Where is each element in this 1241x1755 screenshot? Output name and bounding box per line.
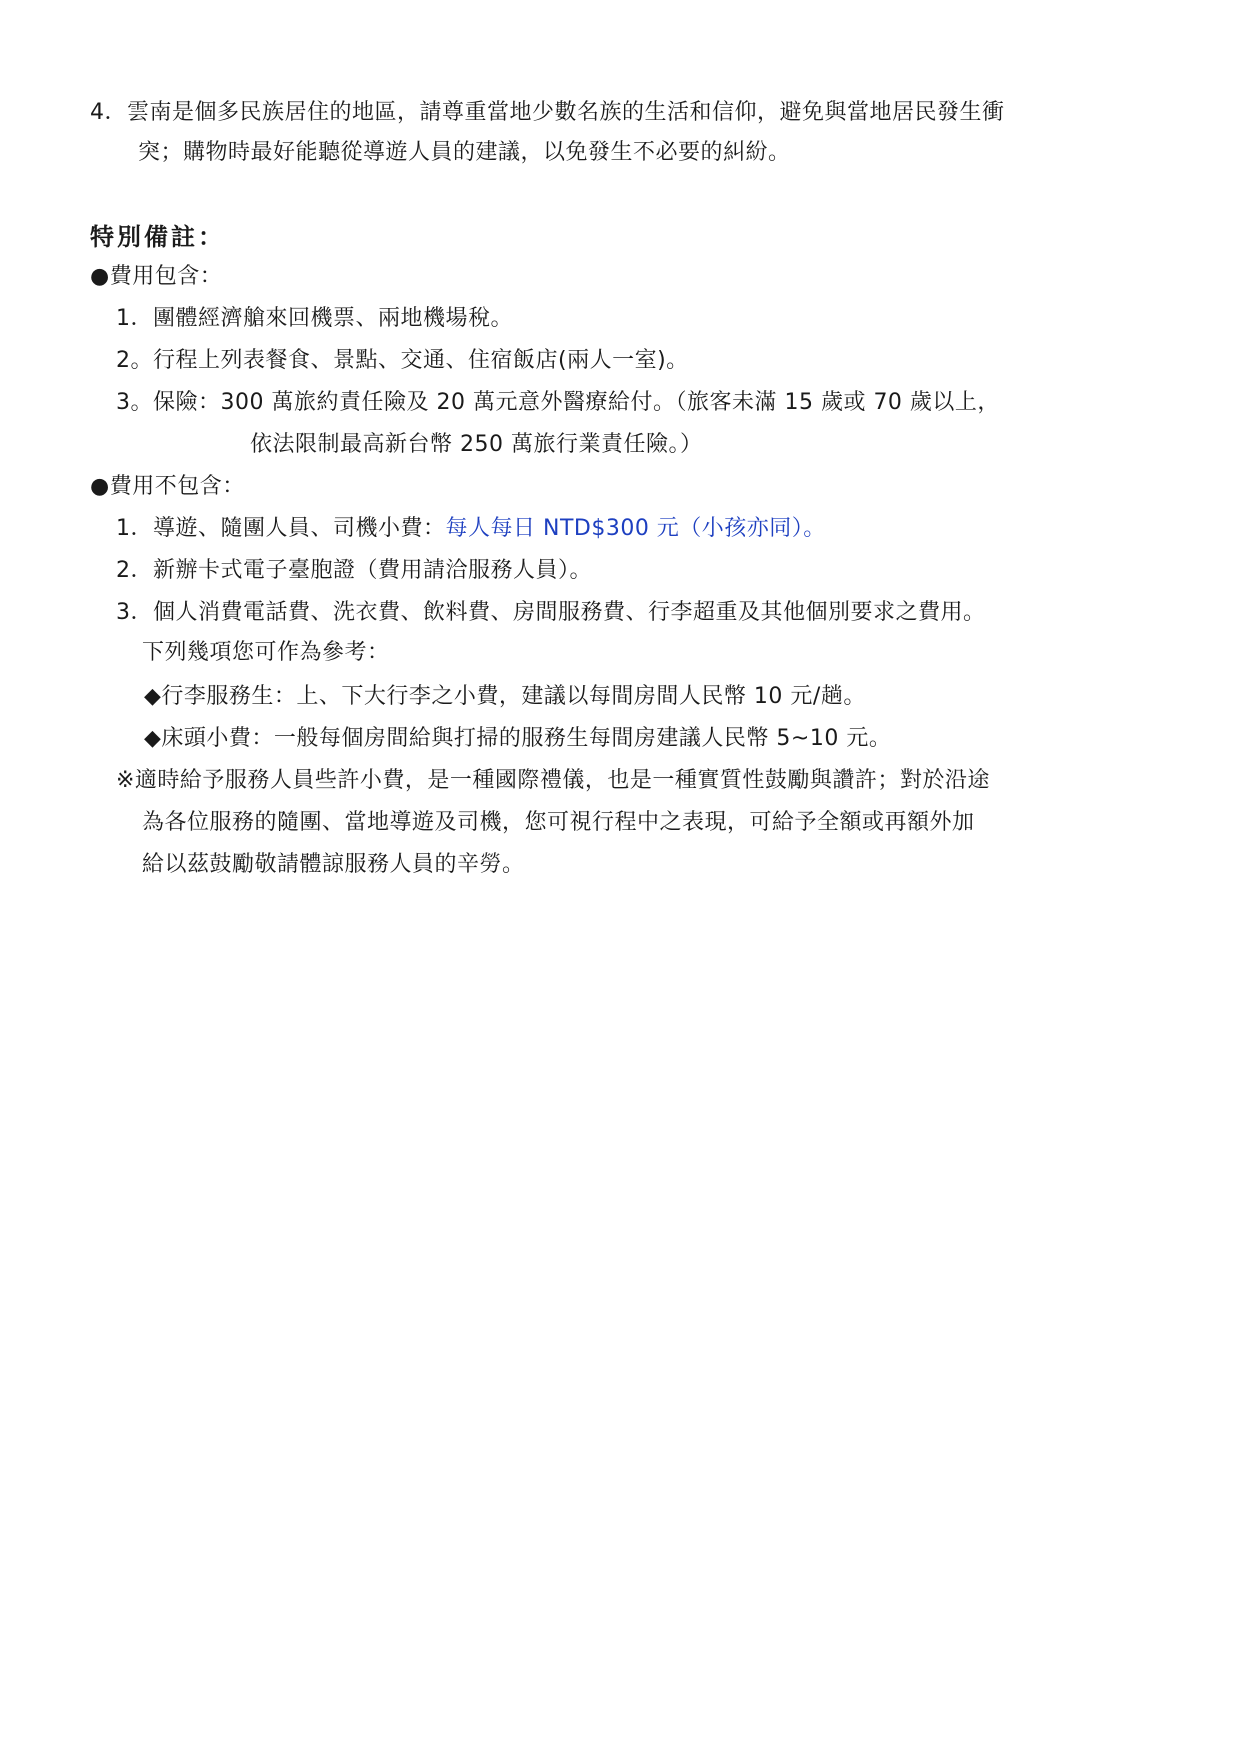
tipping-note-line-3: 給以茲鼓勵敬請體諒服務人員的辛勞。 bbox=[142, 852, 525, 877]
notice-item-4-line-1: 4．雲南是個多民族居住的地區，請尊重當地少數名族的生活和信仰，避免與當地居民發生衝 bbox=[90, 100, 1005, 125]
excluded-item-3-line-2: 下列幾項您可作為參考： bbox=[142, 640, 390, 665]
tip-amount-highlight: 每人每日 NTD$300 元（小孩亦同）。 bbox=[445, 516, 826, 541]
excluded-item-1 bbox=[116, 514, 826, 544]
tip-luggage-porter: ◆行李服務生：上、下大行李之小費，建議以每間房間人民幣 10 元/趟。 bbox=[144, 684, 866, 709]
tipping-note-line-2: 為各位服務的隨團、當地導遊及司機，您可視行程中之表現，可給予全額或再額外加 bbox=[142, 810, 975, 835]
tip-housekeeping: ◆床頭小費：一般每個房間給與打掃的服務生每間房建議人民幣 5~10 元。 bbox=[144, 726, 892, 751]
tipping-note-line-1: ※適時給予服務人員些許小費，是一種國際禮儀，也是一種實質性鼓勵與讚許；對於沿途 bbox=[116, 768, 990, 793]
excluded-item-1-label: 1．導遊、隨團人員、司機小費： bbox=[116, 516, 446, 541]
excluded-title: ●費用不包含： bbox=[90, 474, 245, 499]
excluded-item-2: 2．新辦卡式電子臺胞證（費用請洽服務人員）。 bbox=[116, 558, 592, 583]
included-item-2: 2。行程上列表餐食、景點、交通、住宿飯店(兩人一室)。 bbox=[116, 348, 689, 373]
special-remarks-heading: 特別備註： bbox=[90, 223, 225, 251]
included-item-3-line-2: 依法限制最高新台幣 250 萬旅行業責任險。） bbox=[250, 432, 703, 457]
included-item-3-line-1: 3。保險：300 萬旅約責任險及 20 萬元意外醫療給付。（旅客未滿 15 歲或 70 歲以上， bbox=[116, 390, 1000, 415]
notice-item-4-line-2: 突；購物時最好能聽從導遊人員的建議，以免發生不必要的糾紛。 bbox=[138, 140, 791, 165]
included-item-1: 1．團體經濟艙來回機票、兩地機場稅。 bbox=[116, 306, 513, 331]
excluded-item-3-line-1: 3．個人消費電話費、洗衣費、飲料費、房間服務費、行李超重及其他個別要求之費用。 bbox=[116, 600, 986, 625]
included-title: ●費用包含： bbox=[90, 264, 223, 289]
